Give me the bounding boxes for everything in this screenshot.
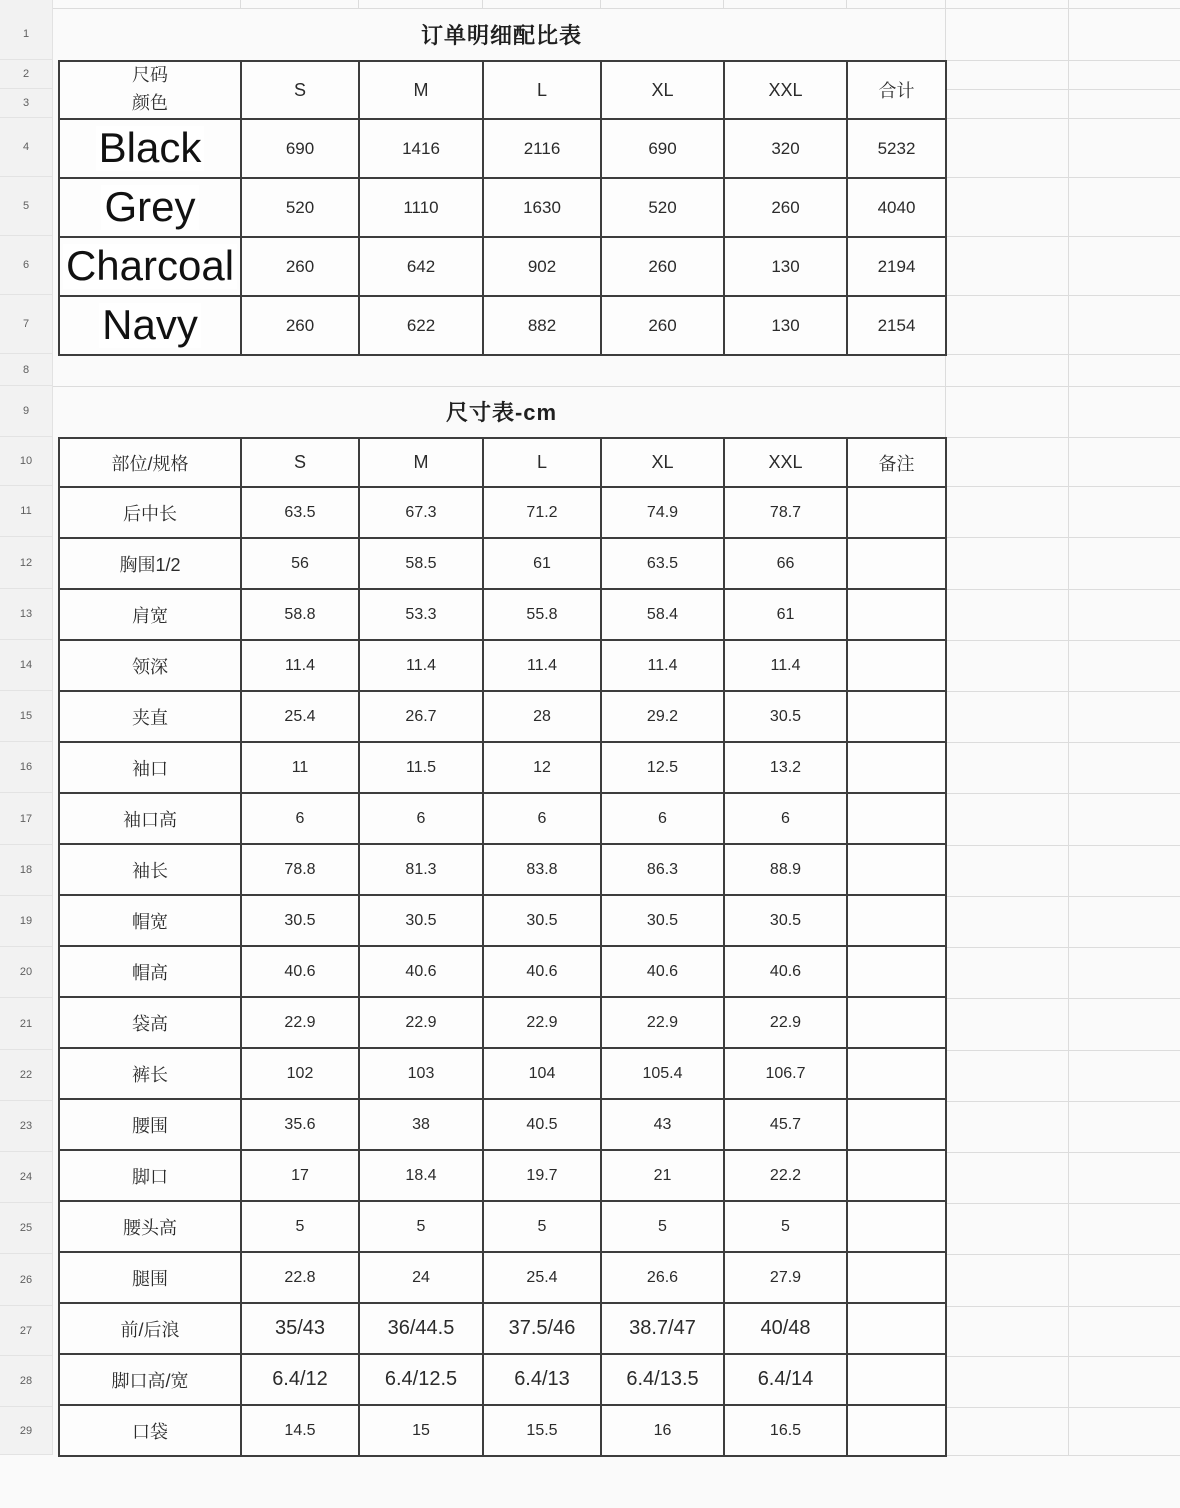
size-table	[58, 437, 947, 1457]
measurement-label-cell[interactable]: 肩宽	[59, 589, 241, 640]
measurement-value-cell[interactable]: 38	[359, 1099, 483, 1150]
measurement-value-cell[interactable]: 22.2	[724, 1150, 847, 1201]
gridline	[945, 537, 1180, 538]
measurement-value-cell[interactable]: 40.6	[359, 946, 483, 997]
measurement-value-cell[interactable]: 61	[724, 589, 847, 640]
gridline	[945, 845, 1180, 846]
measurement-value-cell[interactable]: 25.4	[241, 691, 359, 742]
measurement-label-cell[interactable]: 袋高	[59, 997, 241, 1048]
gridline	[945, 1050, 1180, 1051]
order-qty-cell[interactable]: 1416	[359, 119, 483, 178]
measurement-value-cell[interactable]	[847, 640, 946, 691]
measurement-value-cell[interactable]: 53.3	[359, 589, 483, 640]
measurement-value-cell[interactable]: 58.4	[601, 589, 724, 640]
gridline	[945, 486, 1180, 487]
gridline	[945, 742, 1180, 743]
measurement-value-cell[interactable]: 25.4	[483, 1252, 601, 1303]
order-qty-cell[interactable]: 1630	[483, 178, 601, 237]
color-name: Black	[96, 126, 205, 170]
order-qty-cell[interactable]: 260	[241, 237, 359, 296]
gridline	[600, 0, 601, 8]
order-qty-cell[interactable]: 4040	[847, 178, 946, 237]
measurement-value-cell[interactable]: 5	[601, 1201, 724, 1252]
measurement-value-cell[interactable]: 26.7	[359, 691, 483, 742]
measurement-value-cell[interactable]	[847, 589, 946, 640]
gridline	[945, 793, 1180, 794]
measurement-value-cell[interactable]: 11.4	[724, 640, 847, 691]
order-col-header[interactable]: M	[359, 61, 483, 119]
measurement-value-cell[interactable]: 5	[241, 1201, 359, 1252]
measurement-value-cell[interactable]: 6	[359, 793, 483, 844]
measurement-value-cell[interactable]: 16.5	[724, 1405, 847, 1456]
measurement-value-cell[interactable]: 30.5	[483, 895, 601, 946]
measurement-value-cell[interactable]: 11.5	[359, 742, 483, 793]
color-name-cell[interactable]	[59, 296, 241, 355]
measurement-value-cell[interactable]: 16	[601, 1405, 724, 1456]
measurement-value-cell[interactable]: 30.5	[359, 895, 483, 946]
measurement-value-cell[interactable]: 66	[724, 538, 847, 589]
measurement-value-cell[interactable]: 11.4	[359, 640, 483, 691]
measurement-value-cell[interactable]: 83.8	[483, 844, 601, 895]
measurement-value-cell[interactable]: 81.3	[359, 844, 483, 895]
measurement-value-cell[interactable]: 5	[359, 1201, 483, 1252]
order-qty-cell[interactable]: 520	[241, 178, 359, 237]
row-number[interactable]: 13	[0, 589, 52, 640]
measurement-label-cell[interactable]: 脚口高/宽	[59, 1354, 241, 1405]
measurement-value-cell[interactable]: 18.4	[359, 1150, 483, 1201]
row-number[interactable]: 1	[0, 8, 52, 60]
row-number[interactable]: 16	[0, 742, 52, 793]
gridline	[945, 437, 1180, 438]
measurement-value-cell[interactable]	[847, 538, 946, 589]
order-qty-cell[interactable]: 1110	[359, 178, 483, 237]
measurement-label-cell[interactable]: 腰围	[59, 1099, 241, 1150]
measurement-value-cell[interactable]: 29.2	[601, 691, 724, 742]
gridline	[945, 177, 1180, 178]
measurement-value-cell[interactable]: 6.4/13.5	[601, 1354, 724, 1405]
order-qty-cell[interactable]: 2194	[847, 237, 946, 296]
measurement-label-cell[interactable]: 袖口高	[59, 793, 241, 844]
gridline	[723, 0, 724, 8]
measurement-value-cell[interactable]: 43	[601, 1099, 724, 1150]
gridline	[945, 1203, 1180, 1204]
measurement-value-cell[interactable]	[847, 844, 946, 895]
measurement-value-cell[interactable]: 55.8	[483, 589, 601, 640]
measurement-value-cell[interactable]: 14.5	[241, 1405, 359, 1456]
row-number[interactable]: 15	[0, 691, 52, 742]
gridline	[482, 0, 483, 8]
measurement-value-cell[interactable]	[847, 1150, 946, 1201]
order-qty-cell[interactable]: 260	[724, 178, 847, 237]
gridline	[945, 60, 1180, 61]
order-qty-cell[interactable]: 130	[724, 237, 847, 296]
order-col-header[interactable]: L	[483, 61, 601, 119]
measurement-value-cell[interactable]: 11.4	[241, 640, 359, 691]
row-number[interactable]: 24	[0, 1152, 52, 1203]
order-qty-cell[interactable]: 520	[601, 178, 724, 237]
measurement-value-cell[interactable]: 22.8	[241, 1252, 359, 1303]
color-name: Grey	[101, 185, 198, 229]
measurement-value-cell[interactable]: 30.5	[241, 895, 359, 946]
gridline	[945, 236, 1180, 237]
measurement-value-cell[interactable]: 40.6	[724, 946, 847, 997]
order-col-header[interactable]: S	[241, 61, 359, 119]
measurement-value-cell[interactable]: 19.7	[483, 1150, 601, 1201]
measurement-label-cell[interactable]: 腰头高	[59, 1201, 241, 1252]
measurement-value-cell[interactable]: 6.4/12.5	[359, 1354, 483, 1405]
measurement-value-cell[interactable]: 15.5	[483, 1405, 601, 1456]
measurement-value-cell[interactable]: 78.7	[724, 487, 847, 538]
measurement-value-cell[interactable]: 30.5	[724, 691, 847, 742]
row-number[interactable]: 28	[0, 1356, 52, 1407]
color-name-cell[interactable]	[59, 178, 241, 237]
measurement-value-cell[interactable]: 11.4	[483, 640, 601, 691]
measurement-value-cell[interactable]: 74.9	[601, 487, 724, 538]
gridline	[945, 691, 1180, 692]
order-col-header[interactable]: 合计	[847, 61, 946, 119]
measurement-value-cell[interactable]: 17	[241, 1150, 359, 1201]
order-qty-cell[interactable]: 902	[483, 237, 601, 296]
measurement-value-cell[interactable]	[847, 1303, 946, 1354]
order-qty-cell[interactable]: 882	[483, 296, 601, 355]
row-number[interactable]: 10	[0, 437, 52, 486]
row-number[interactable]: 7	[0, 295, 52, 354]
order-qty-cell[interactable]: 5232	[847, 119, 946, 178]
gridline	[945, 354, 946, 437]
row-number-gutter	[0, 0, 53, 1455]
gridline	[945, 1407, 1180, 1408]
gridline	[945, 0, 946, 60]
order-qty-cell[interactable]: 622	[359, 296, 483, 355]
measurement-value-cell[interactable]	[847, 1354, 946, 1405]
gridline	[945, 118, 1180, 119]
measurement-value-cell[interactable]	[847, 1048, 946, 1099]
row-number[interactable]: 23	[0, 1101, 52, 1152]
measurement-value-cell[interactable]: 15	[359, 1405, 483, 1456]
gridline	[945, 998, 1180, 999]
measurement-value-cell[interactable]: 37.5/46	[483, 1303, 601, 1354]
corner-header-cell[interactable]	[59, 61, 241, 119]
measurement-value-cell[interactable]: 67.3	[359, 487, 483, 538]
order-table-title[interactable]: 订单明细配比表	[420, 22, 582, 48]
measurement-label-cell[interactable]: 袖口	[59, 742, 241, 793]
corner-size-label: 尺码	[132, 65, 168, 86]
gridline	[945, 896, 1180, 897]
measurement-value-cell[interactable]: 22.9	[724, 997, 847, 1048]
measurement-value-cell[interactable]	[847, 691, 946, 742]
measurement-value-cell[interactable]	[847, 997, 946, 1048]
measurement-value-cell[interactable]: 78.8	[241, 844, 359, 895]
order-qty-cell[interactable]: 320	[724, 119, 847, 178]
measurement-value-cell[interactable]: 27.9	[724, 1252, 847, 1303]
measurement-value-cell[interactable]: 106.7	[724, 1048, 847, 1099]
size-col-header[interactable]: XL	[601, 438, 724, 487]
row-number[interactable]: 22	[0, 1050, 52, 1101]
row-number[interactable]: 11	[0, 486, 52, 537]
corner-color-label: 颜色	[132, 93, 168, 113]
size-col-header[interactable]: XXL	[724, 438, 847, 487]
measurement-value-cell[interactable]: 6.4/14	[724, 1354, 847, 1405]
measurement-value-cell[interactable]: 24	[359, 1252, 483, 1303]
row-number[interactable]: 2	[0, 60, 52, 89]
measurement-label-cell[interactable]: 腿围	[59, 1252, 241, 1303]
measurement-value-cell[interactable]: 35.6	[241, 1099, 359, 1150]
gridline	[358, 0, 359, 8]
size-col-header[interactable]: M	[359, 438, 483, 487]
measurement-label-cell[interactable]: 夹直	[59, 691, 241, 742]
measurement-value-cell[interactable]: 45.7	[724, 1099, 847, 1150]
gridline	[945, 386, 1180, 387]
measurement-value-cell[interactable]: 63.5	[601, 538, 724, 589]
measurement-value-cell[interactable]: 56	[241, 538, 359, 589]
row-number[interactable]: 19	[0, 896, 52, 947]
measurement-value-cell[interactable]: 11	[241, 742, 359, 793]
measurement-value-cell[interactable]: 104	[483, 1048, 601, 1099]
measurement-value-cell[interactable]: 22.9	[601, 997, 724, 1048]
measurement-label-cell[interactable]: 领深	[59, 640, 241, 691]
gridline	[945, 1254, 1180, 1255]
gridline	[945, 1152, 1180, 1153]
measurement-value-cell[interactable]: 6	[724, 793, 847, 844]
row-number[interactable]: 6	[0, 236, 52, 295]
row-number[interactable]: 17	[0, 793, 52, 845]
gridline	[945, 640, 1180, 641]
size-col-header[interactable]: 部位/规格	[59, 438, 241, 487]
row-number[interactable]: 25	[0, 1203, 52, 1254]
row-number[interactable]: 18	[0, 845, 52, 896]
measurement-label-cell[interactable]: 帽宽	[59, 895, 241, 946]
row-number[interactable]: 9	[0, 386, 52, 437]
gridline	[1068, 0, 1069, 1455]
measurement-value-cell[interactable]: 12	[483, 742, 601, 793]
measurement-value-cell[interactable]: 30.5	[724, 895, 847, 946]
measurement-value-cell[interactable]: 40.6	[601, 946, 724, 997]
order-qty-cell[interactable]: 2154	[847, 296, 946, 355]
measurement-value-cell[interactable]: 5	[724, 1201, 847, 1252]
order-qty-cell[interactable]: 260	[241, 296, 359, 355]
row-number[interactable]: 27	[0, 1306, 52, 1356]
gridline	[945, 354, 1180, 355]
size-col-header[interactable]: L	[483, 438, 601, 487]
order-table	[58, 60, 947, 356]
row-number[interactable]: 8	[0, 354, 52, 386]
measurement-value-cell[interactable]: 6	[483, 793, 601, 844]
measurement-value-cell[interactable]: 35/43	[241, 1303, 359, 1354]
color-name-cell[interactable]	[59, 237, 241, 296]
measurement-label-cell[interactable]: 袖长	[59, 844, 241, 895]
gridline	[945, 89, 1180, 90]
measurement-value-cell[interactable]	[847, 1201, 946, 1252]
order-qty-cell[interactable]: 2116	[483, 119, 601, 178]
measurement-value-cell[interactable]: 22.9	[241, 997, 359, 1048]
size-col-header[interactable]: S	[241, 438, 359, 487]
measurement-value-cell[interactable]	[847, 793, 946, 844]
row-number[interactable]: 29	[0, 1407, 52, 1455]
measurement-value-cell[interactable]	[847, 487, 946, 538]
row-number[interactable]: 20	[0, 947, 52, 998]
order-qty-cell[interactable]: 260	[601, 237, 724, 296]
gridline	[846, 0, 847, 8]
measurement-value-cell[interactable]: 22.9	[483, 997, 601, 1048]
measurement-value-cell[interactable]: 86.3	[601, 844, 724, 895]
measurement-value-cell[interactable]: 6.4/13	[483, 1354, 601, 1405]
row-number[interactable]: 5	[0, 177, 52, 236]
row-number[interactable]: 12	[0, 537, 52, 589]
measurement-value-cell[interactable]: 40.6	[241, 946, 359, 997]
measurement-value-cell[interactable]	[847, 1405, 946, 1456]
measurement-value-cell[interactable]: 12.5	[601, 742, 724, 793]
measurement-value-cell[interactable]: 105.4	[601, 1048, 724, 1099]
row-number[interactable]: 4	[0, 118, 52, 177]
color-name-cell[interactable]	[59, 119, 241, 178]
order-qty-cell[interactable]: 690	[601, 119, 724, 178]
measurement-label-cell[interactable]: 后中长	[59, 487, 241, 538]
measurement-value-cell[interactable]: 13.2	[724, 742, 847, 793]
measurement-value-cell[interactable]: 102	[241, 1048, 359, 1099]
gridline	[240, 0, 241, 8]
measurement-label-cell[interactable]: 胸围1/2	[59, 538, 241, 589]
measurement-value-cell[interactable]	[847, 1252, 946, 1303]
measurement-value-cell[interactable]: 30.5	[601, 895, 724, 946]
measurement-value-cell[interactable]	[847, 946, 946, 997]
measurement-value-cell[interactable]: 38.7/47	[601, 1303, 724, 1354]
gridline	[945, 1101, 1180, 1102]
measurement-label-cell[interactable]: 脚口	[59, 1150, 241, 1201]
row-number[interactable]: 14	[0, 640, 52, 691]
size-col-header[interactable]: 备注	[847, 438, 946, 487]
measurement-value-cell[interactable]: 103	[359, 1048, 483, 1099]
size-table-title[interactable]: 尺寸表-cm	[445, 400, 558, 425]
gridline	[945, 1306, 1180, 1307]
row-number[interactable]: 3	[0, 89, 52, 118]
measurement-value-cell[interactable]: 28	[483, 691, 601, 742]
measurement-value-cell[interactable]: 11.4	[601, 640, 724, 691]
measurement-value-cell[interactable]: 61	[483, 538, 601, 589]
measurement-label-cell[interactable]: 前/后浪	[59, 1303, 241, 1354]
measurement-value-cell[interactable]: 6.4/12	[241, 1354, 359, 1405]
order-qty-cell[interactable]: 642	[359, 237, 483, 296]
order-qty-cell[interactable]: 260	[601, 296, 724, 355]
measurement-label-cell[interactable]: 帽高	[59, 946, 241, 997]
measurement-value-cell[interactable]: 26.6	[601, 1252, 724, 1303]
measurement-label-cell[interactable]: 裤长	[59, 1048, 241, 1099]
order-qty-cell[interactable]: 130	[724, 296, 847, 355]
measurement-value-cell[interactable]: 36/44.5	[359, 1303, 483, 1354]
order-col-header[interactable]: XXL	[724, 61, 847, 119]
measurement-value-cell[interactable]: 5	[483, 1201, 601, 1252]
measurement-value-cell[interactable]: 63.5	[241, 487, 359, 538]
measurement-value-cell[interactable]: 21	[601, 1150, 724, 1201]
measurement-label-cell[interactable]: 口袋	[59, 1405, 241, 1456]
measurement-value-cell[interactable]: 40.6	[483, 946, 601, 997]
order-col-header[interactable]: XL	[601, 61, 724, 119]
color-name: Navy	[99, 303, 201, 347]
order-qty-cell[interactable]: 690	[241, 119, 359, 178]
row-number[interactable]: 21	[0, 998, 52, 1050]
gridline	[945, 1455, 1180, 1456]
measurement-value-cell[interactable]	[847, 895, 946, 946]
measurement-value-cell[interactable]: 88.9	[724, 844, 847, 895]
row-number[interactable]: 26	[0, 1254, 52, 1306]
measurement-value-cell[interactable]	[847, 742, 946, 793]
measurement-value-cell[interactable]: 71.2	[483, 487, 601, 538]
measurement-value-cell[interactable]: 40.5	[483, 1099, 601, 1150]
measurement-value-cell[interactable]: 6	[601, 793, 724, 844]
measurement-value-cell[interactable]: 22.9	[359, 997, 483, 1048]
gridline	[945, 1356, 1180, 1357]
gridline	[945, 295, 1180, 296]
measurement-value-cell[interactable]: 58.5	[359, 538, 483, 589]
gridline	[945, 947, 1180, 948]
measurement-value-cell[interactable]: 58.8	[241, 589, 359, 640]
measurement-value-cell[interactable]: 40/48	[724, 1303, 847, 1354]
gridline	[945, 589, 1180, 590]
measurement-value-cell[interactable]	[847, 1099, 946, 1150]
color-name: Charcoal	[63, 244, 237, 288]
measurement-value-cell[interactable]: 6	[241, 793, 359, 844]
